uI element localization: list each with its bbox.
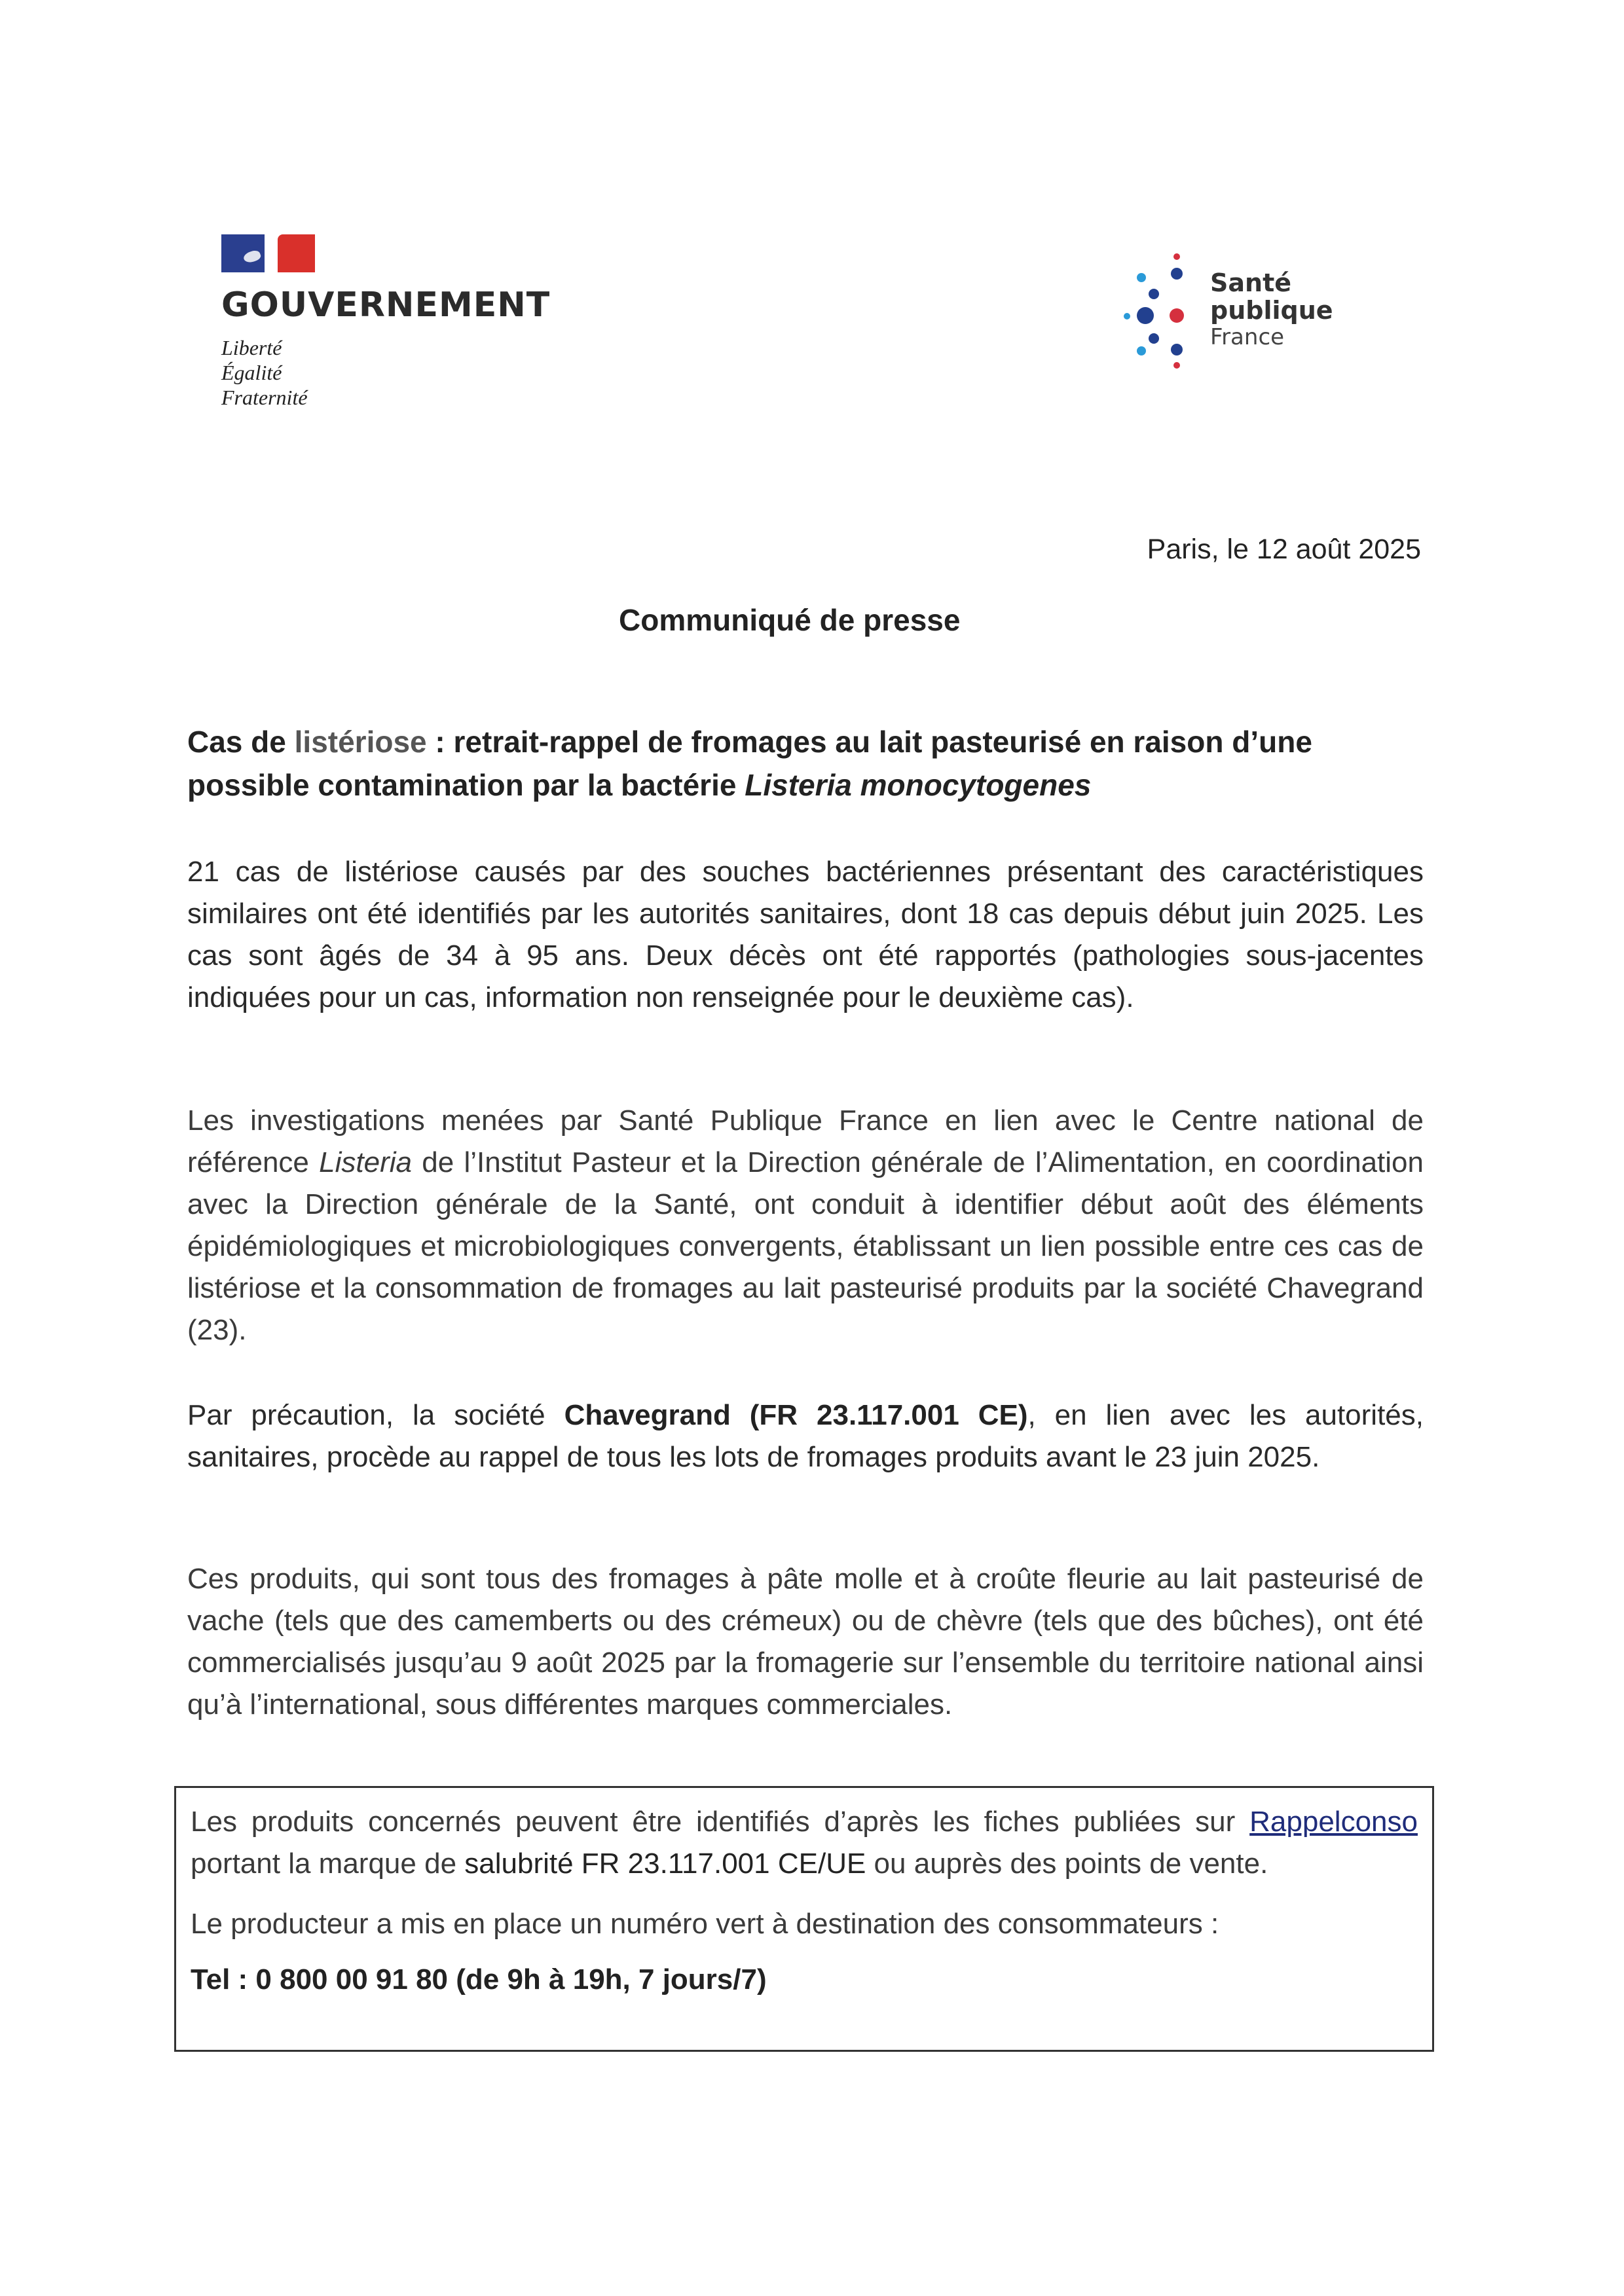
paragraph-products: Ces produits, qui sont tous des fromages à pâte molle et à croûte fleurie au lait pasteurisé de vache (tels que des camemberts ou des crémeux) ou de chèvre (tels que des bûches), ont été commercialisés jusqu’au 9 août 2025 par la fromagerie sur l’ensemble du territoire national ainsi qu’à l’international, sous différentes marques commerciales.: [187, 1563, 1424, 1721]
headline-keyword: listériose: [294, 725, 427, 759]
paragraph-italic: Listeria: [319, 1146, 412, 1178]
paragraph-text: Les investigations menées par Santé Publique France en lien avec le Centre national de référence: [187, 1104, 1424, 1178]
info-box-products: [191, 1801, 1418, 1885]
spf-line-publique: publique: [1210, 295, 1333, 325]
paragraph-text: Par précaution, la société: [187, 1399, 564, 1431]
spf-line-france: France: [1210, 323, 1285, 350]
paragraph-recall: [187, 1394, 1424, 1478]
document-type: Communiqué de presse: [619, 603, 961, 637]
motto-liberte: Liberté: [221, 336, 282, 359]
marianne-flag-icon: [221, 234, 327, 272]
rappelconso-link[interactable]: Rappelconso: [1249, 1806, 1418, 1838]
paragraph-cases: 21 cas de listériose causés par des souches bactériennes présentant des caractéristiques similaires ont été identifiés par les autorités sanitaires, dont 18 cas depuis début juin 2025. Les cas sont âgés de 34 à 95 ans. Deux décès ont été rapportés (pathologies sous-jacentes indiquées pour un cas, information non renseignée pour le deuxième cas).: [187, 856, 1424, 1013]
spf-line-sante: Santé: [1210, 268, 1292, 297]
headline-species: Listeria monocytogenes: [745, 768, 1092, 802]
health-mark: salubrité FR 23.117.001 CE/UE: [464, 1848, 866, 1880]
hotline-phone: Tel : 0 800 00 91 80 (de 9h à 19h, 7 jours/7): [191, 1963, 767, 1995]
headline-text: : retrait-rappel de fromages au lait pasteurisé en raison d’une possible contamination par la bactérie: [187, 725, 1312, 802]
spf-wordmark: [1210, 269, 1333, 350]
government-title: GOUVERNEMENT: [221, 285, 551, 325]
motto-fraternite: Fraternité: [221, 386, 308, 409]
headline-text: Cas de: [187, 725, 295, 759]
molecule-dots-icon: [1120, 252, 1198, 367]
info-text: ou auprès des points de vente.: [866, 1848, 1268, 1880]
info-box-hotline-intro: Le producteur a mis en place un numéro vert à destination des consommateurs :: [191, 1908, 1219, 1940]
consumer-info-box: [174, 1786, 1434, 2052]
paragraph-text: de l’Institut Pasteur et la Direction générale de l’Alimentation, en coordination avec la Direction générale de la Santé, ont conduit à identifier début août des éléments épidémiologiques et microbiologiques convergents, établissant un lien possible entre ces cas de listériose et la consommation de fromages au lait pasteurisé produits par la société Chavegrand (23).: [187, 1146, 1424, 1346]
government-logo: [221, 234, 588, 410]
headline: [187, 720, 1424, 807]
paragraph-text: , en lien avec les autorités, sanitaires, procède au rappel de tous les lots de fromages produits avant le 23 juin 2025.: [187, 1399, 1424, 1473]
sante-publique-france-logo: [1120, 252, 1333, 367]
paragraph-investigation: [187, 1100, 1424, 1351]
company-identifier: Chavegrand (FR 23.117.001 CE): [564, 1399, 1028, 1431]
info-text: Les produits concernés peuvent être identifiés d’après les fiches publiées sur: [191, 1806, 1250, 1838]
republic-motto: [221, 335, 588, 410]
release-date: Paris, le 12 août 2025: [1147, 534, 1421, 565]
info-text: portant la marque de: [191, 1848, 465, 1880]
motto-egalite: Égalité: [221, 361, 282, 384]
